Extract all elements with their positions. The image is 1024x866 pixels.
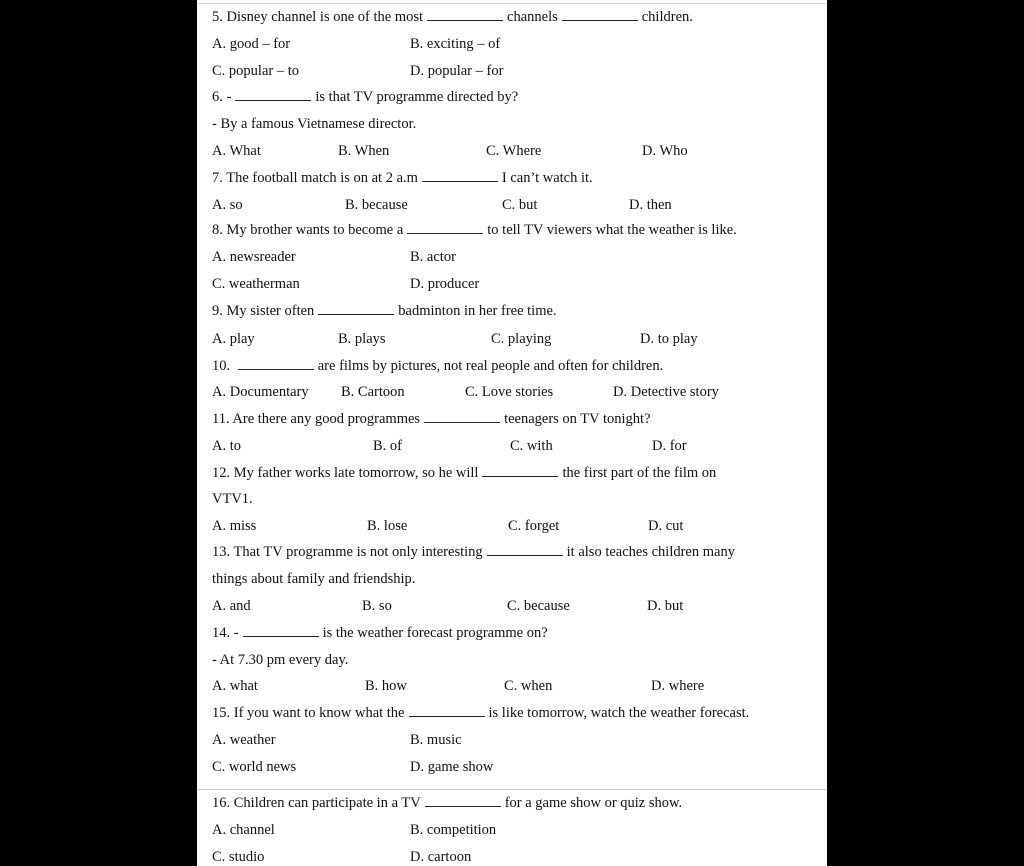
answer-blank[interactable] — [482, 464, 558, 477]
answer-line: - At 7.30 pm every day. — [212, 652, 349, 668]
option-a[interactable]: A. so — [212, 197, 243, 213]
section-divider — [197, 789, 827, 790]
option-c[interactable]: C. but — [502, 197, 538, 213]
question-13: 13. That TV programme is not only interesting it also teaches children many — [212, 544, 735, 560]
answer-blank[interactable] — [243, 624, 319, 637]
option-d[interactable]: D. cut — [648, 518, 684, 534]
question-16: 16. Children can participate in a TV for a game show or quiz show. — [212, 795, 683, 811]
option-c[interactable]: C. forget — [508, 518, 560, 534]
answer-blank[interactable] — [424, 410, 500, 423]
option-b[interactable]: B. how — [365, 678, 407, 694]
option-a[interactable]: A. channel — [212, 822, 275, 838]
answer-blank[interactable] — [238, 357, 314, 370]
option-a[interactable]: A. What — [212, 143, 261, 159]
option-d[interactable]: D. game show — [410, 759, 494, 775]
question-5: 5. Disney channel is one of the most channels children. — [212, 9, 693, 25]
answer-blank[interactable] — [422, 169, 498, 182]
answer-line: - By a famous Vietnamese director. — [212, 116, 417, 132]
answer-blank[interactable] — [427, 8, 503, 21]
option-c[interactable]: C. Love stories — [465, 384, 554, 400]
option-d[interactable]: D. but — [647, 598, 684, 614]
option-b[interactable]: B. Cartoon — [341, 384, 405, 400]
worksheet-page — [197, 0, 827, 866]
answer-blank[interactable] — [562, 8, 638, 21]
option-b[interactable]: B. exciting – of — [410, 36, 501, 52]
option-d[interactable]: D. popular – for — [410, 63, 504, 79]
top-divider — [197, 3, 827, 4]
option-c[interactable]: C. Where — [486, 143, 542, 159]
question-10: 10. are films by pictures, not real people and often for children. — [212, 358, 664, 374]
option-b[interactable]: B. music — [410, 732, 462, 748]
option-c[interactable]: C. when — [504, 678, 553, 694]
option-a[interactable]: A. good – for — [212, 36, 291, 52]
answer-blank[interactable] — [487, 543, 563, 556]
option-c[interactable]: C. studio — [212, 849, 265, 865]
option-b[interactable]: B. because — [345, 197, 408, 213]
option-b[interactable]: B. actor — [410, 249, 456, 265]
option-d[interactable]: D. producer — [410, 276, 480, 292]
option-d[interactable]: D. Detective story — [613, 384, 719, 400]
option-d[interactable]: D. where — [651, 678, 705, 694]
question-8: 8. My brother wants to become a to tell TV viewers what the weather is like. — [212, 222, 737, 238]
option-b[interactable]: B. plays — [338, 331, 386, 347]
answer-blank[interactable] — [409, 704, 485, 717]
option-a[interactable]: A. weather — [212, 732, 276, 748]
option-c[interactable]: C. popular – to — [212, 63, 299, 79]
question-15: 15. If you want to know what the is like tomorrow, watch the weather forecast. — [212, 705, 750, 721]
option-d[interactable]: D. then — [629, 197, 672, 213]
option-c[interactable]: C. with — [510, 438, 553, 454]
option-a[interactable]: A. to — [212, 438, 241, 454]
option-a[interactable]: A. what — [212, 678, 258, 694]
answer-blank[interactable] — [425, 794, 501, 807]
question-14: 14. - is the weather forecast programme on? — [212, 625, 548, 641]
option-c[interactable]: C. playing — [491, 331, 552, 347]
question-7: 7. The football match is on at 2 a.m I can’t watch it. — [212, 170, 593, 186]
option-d[interactable]: D. to play — [640, 331, 698, 347]
option-a[interactable]: A. newsreader — [212, 249, 296, 265]
option-a[interactable]: A. miss — [212, 518, 257, 534]
question-continuation: things about family and friendship. — [212, 571, 416, 587]
option-b[interactable]: B. When — [338, 143, 390, 159]
question-continuation: VTV1. — [212, 491, 253, 507]
option-a[interactable]: A. play — [212, 331, 255, 347]
option-b[interactable]: B. competition — [410, 822, 497, 838]
option-b[interactable]: B. of — [373, 438, 402, 454]
option-b[interactable]: B. so — [362, 598, 392, 614]
question-12: 12. My father works late tomorrow, so he will the first part of the film on — [212, 465, 717, 481]
question-6: 6. - is that TV programme directed by? — [212, 89, 519, 105]
option-c[interactable]: C. weatherman — [212, 276, 300, 292]
option-a[interactable]: A. Documentary — [212, 384, 309, 400]
option-c[interactable]: C. world news — [212, 759, 297, 775]
question-11: 11. Are there any good programmes teenagers on TV tonight? — [212, 411, 651, 427]
answer-blank[interactable] — [235, 88, 311, 101]
option-d[interactable]: D. for — [652, 438, 687, 454]
option-b[interactable]: B. lose — [367, 518, 408, 534]
option-d[interactable]: D. cartoon — [410, 849, 472, 865]
option-c[interactable]: C. because — [507, 598, 570, 614]
answer-blank[interactable] — [407, 221, 483, 234]
option-d[interactable]: D. Who — [642, 143, 688, 159]
question-9: 9. My sister often badminton in her free time. — [212, 303, 557, 319]
option-a[interactable]: A. and — [212, 598, 251, 614]
answer-blank[interactable] — [318, 302, 394, 315]
